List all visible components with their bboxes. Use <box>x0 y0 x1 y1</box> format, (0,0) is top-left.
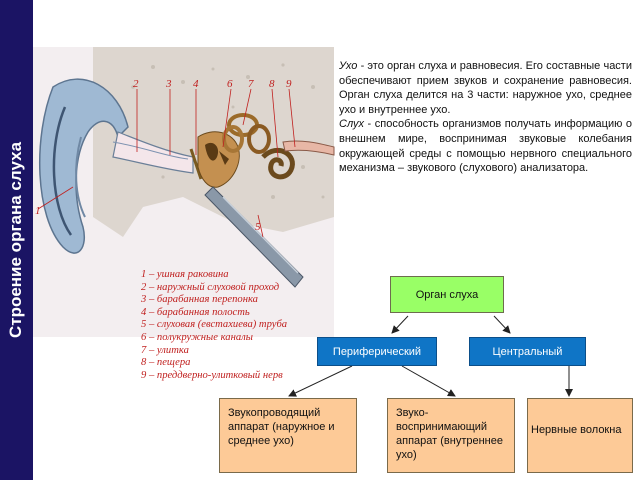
node-sound-conducting: Звукопроводящий аппарат (наружное и среднее ухо) <box>219 398 357 473</box>
node-nerve-fibers: Нервные волокна <box>527 398 633 473</box>
node-hearing-organ: Орган слуха <box>390 276 504 313</box>
legend-item: 6 – полукружные каналы <box>141 331 253 343</box>
term-hearing: Слух <box>339 118 365 131</box>
node-central: Центральный <box>469 337 586 366</box>
legend-item: 3 – барабанная перепонка <box>141 294 258 306</box>
node-sound-perceiving: Звуко-воспринимающий аппарат (внутреннее ухо) <box>387 398 515 473</box>
description-text <box>339 59 632 176</box>
part-number-5: 5 <box>255 221 261 233</box>
description-paragraph-ear <box>339 59 632 117</box>
legend-item: 9 – преддверно-улитковый нерв <box>141 369 283 381</box>
ear-anatomy-figure <box>33 47 334 381</box>
legend-item: 5 – слуховая (евстахиева) труба <box>141 319 288 331</box>
side-title: Строение органа слуха <box>6 141 25 339</box>
arrow-to-conducting <box>289 366 352 396</box>
term-ear: Ухо <box>339 60 358 72</box>
arrow-to-perceiving <box>402 366 455 396</box>
legend-item: 4 – барабанная полость <box>141 306 250 318</box>
arrow-root-to-peripheral <box>392 316 408 333</box>
definition-hearing: - способность организмов получать информацию о внешнем мире, воспринимая звуковые колебания окружающей среды с помощью нервного специального механизма – звукового (слухового) анализатора. <box>339 118 632 175</box>
arrow-root-to-central <box>494 316 510 333</box>
part-number-1: 1 <box>35 205 41 217</box>
part-number-8: 8 <box>269 78 275 90</box>
legend-item: 1 – ушная раковина <box>141 269 229 280</box>
part-number-4: 4 <box>193 78 199 90</box>
legend-item: 7 – улитка <box>141 344 189 356</box>
part-number-7: 7 <box>248 78 254 90</box>
side-title-bar <box>0 0 33 480</box>
legend-item: 8 – пещера <box>141 357 191 369</box>
figure-legend <box>141 269 287 382</box>
description-paragraph-hearing <box>339 117 632 175</box>
part-number-2: 2 <box>133 78 139 90</box>
definition-ear: - это орган слуха и равновесия. Его составные части обеспечивают прием звуков и сохранение равновесия. Орган слуха делится на 3 части: наружное ухо, среднее ухо и внутреннее ухо. <box>339 60 632 116</box>
legend-item: 2 – наружный слуховой проход <box>141 281 280 293</box>
part-number-6: 6 <box>227 78 233 90</box>
node-peripheral: Периферический <box>317 337 437 366</box>
part-number-9: 9 <box>286 78 292 90</box>
part-number-3: 3 <box>166 78 172 90</box>
